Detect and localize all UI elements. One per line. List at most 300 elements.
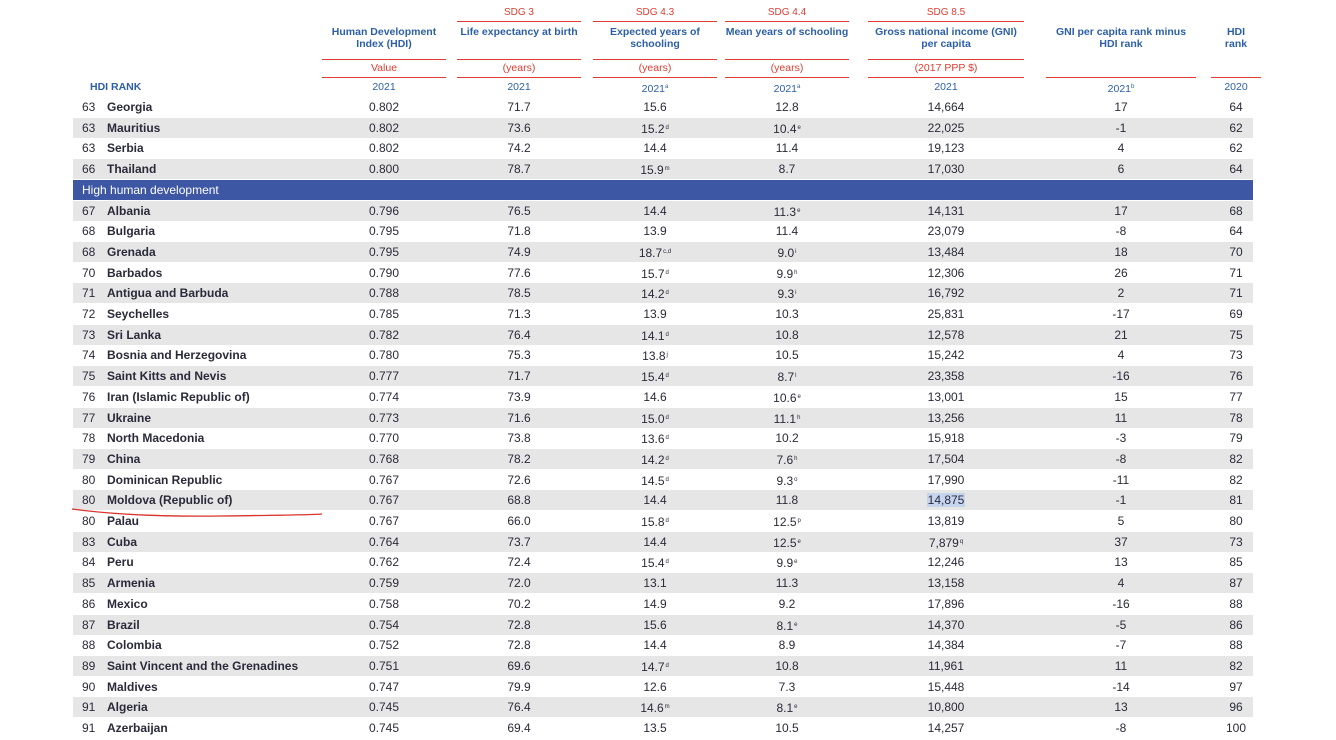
cell-value: -8 <box>1115 224 1127 239</box>
cell-value: 0.795 <box>368 224 400 239</box>
cell-value: -3 <box>1115 431 1127 446</box>
cell-life <box>455 594 583 614</box>
column-unit: (years) <box>770 62 804 74</box>
cell-note: d <box>665 269 669 276</box>
cell-life <box>455 635 583 655</box>
cell-life <box>455 118 583 138</box>
cell-gnirank <box>1046 242 1196 262</box>
row-rank: 91 <box>82 721 96 735</box>
cell-value: 25,831 <box>927 307 965 321</box>
cell-value: 6 <box>1117 162 1125 177</box>
cell-life <box>455 366 583 386</box>
cell-hdirank <box>1208 242 1264 262</box>
unit-rule <box>868 59 1024 60</box>
column-title: Life expectancy at birth <box>460 26 578 38</box>
cell-hdirank <box>1208 470 1264 490</box>
cell-value: 11.3 <box>775 576 799 591</box>
cell-mean <box>723 304 851 324</box>
cell-value: 14.9 <box>643 596 667 611</box>
row-country: China <box>107 451 141 466</box>
row-country: Moldova (Republic of) <box>107 493 233 508</box>
cell-life <box>455 511 583 531</box>
row-rank: 72 <box>82 307 96 321</box>
cell-value: 12,306 <box>927 265 965 280</box>
cell-value: 13.8 <box>642 349 666 364</box>
cell-value: 0.767 <box>368 493 400 508</box>
cell-exp <box>591 677 719 697</box>
cell-value: 0.745 <box>368 721 400 735</box>
cell-note: i <box>795 248 797 255</box>
cell-exp <box>591 201 719 221</box>
cell-gni <box>866 428 1026 448</box>
cell-hdi <box>320 615 448 635</box>
row-country: Brazil <box>107 617 140 632</box>
cell-gnirank <box>1046 221 1196 241</box>
cell-value: 0.780 <box>368 348 400 363</box>
cell-exp <box>591 511 719 532</box>
table-row <box>73 304 1253 324</box>
cell-exp <box>591 697 719 718</box>
unit-rule <box>593 59 717 60</box>
cell-value: 0.752 <box>368 638 400 653</box>
table-row <box>73 221 1253 241</box>
column-year <box>1208 80 1264 94</box>
cell-value: 72.6 <box>507 472 531 487</box>
table-row <box>73 408 1253 428</box>
cell-mean <box>723 697 851 718</box>
sdg-rule <box>593 21 717 22</box>
cell-value: 14.6 <box>643 389 667 404</box>
cell-value: 10.5 <box>775 348 799 363</box>
table-row <box>73 594 1253 614</box>
cell-value: 88 <box>1229 638 1243 653</box>
cell-value: -7 <box>1115 638 1127 653</box>
cell-value: 10,800 <box>927 700 965 715</box>
column-unit: (years) <box>502 62 536 74</box>
cell-value: 14,384 <box>927 638 965 653</box>
cell-hdirank <box>1208 615 1264 635</box>
cell-value: -8 <box>1115 721 1127 735</box>
table-row <box>73 718 1253 738</box>
cell-value: 23,358 <box>927 369 965 384</box>
cell-value: 72.8 <box>507 617 531 632</box>
cell-mean <box>723 283 851 304</box>
cell-note: e <box>794 559 798 566</box>
cell-value: 73.7 <box>507 534 531 549</box>
cell-hdi <box>320 283 448 303</box>
year-value: 2021 <box>372 81 396 93</box>
table-row <box>73 656 1253 676</box>
cell-value: 22,025 <box>927 120 965 135</box>
cell-value: 68.8 <box>507 493 531 508</box>
cell-gni <box>866 159 1026 179</box>
cell-value: 70 <box>1229 244 1243 259</box>
cell-value: 71 <box>1229 265 1243 280</box>
cell-note: e <box>797 393 801 400</box>
cell-value: 62 <box>1229 141 1243 156</box>
row-rank: 80 <box>82 472 96 487</box>
column-unit: (years) <box>638 62 672 74</box>
row-rank: 73 <box>82 327 96 342</box>
cell-hdi <box>320 221 448 241</box>
cell-value: 15.6 <box>643 617 667 632</box>
table-row <box>73 573 1253 593</box>
cell-life <box>455 615 583 635</box>
cell-value: 10.6 <box>773 390 797 405</box>
column-title: Gross national income (GNI) per capita <box>875 26 1017 50</box>
table-row <box>73 615 1253 635</box>
year-rule <box>868 77 1024 78</box>
cell-value: 15.8 <box>641 515 665 529</box>
cell-hdirank <box>1208 138 1264 158</box>
cell-value: 4 <box>1117 576 1125 591</box>
cell-value: 12,246 <box>927 555 965 570</box>
cell-gni <box>866 283 1026 303</box>
row-rank: 88 <box>82 638 96 653</box>
cell-value: 15.9 <box>640 163 664 178</box>
year-value: 2021 <box>507 81 531 93</box>
cell-value: 12.8 <box>775 100 799 114</box>
year-value: 2020 <box>1224 81 1248 93</box>
cell-value: 62 <box>1229 120 1243 135</box>
cell-note: h <box>794 455 798 462</box>
cell-value: 76 <box>1229 369 1243 384</box>
cell-exp <box>591 615 719 635</box>
cell-gnirank <box>1046 511 1196 531</box>
cell-hdi <box>320 159 448 179</box>
cell-exp <box>591 345 719 366</box>
cell-hdi <box>320 138 448 158</box>
cell-gnirank <box>1046 490 1196 510</box>
section-band-high-human-development <box>73 180 1253 200</box>
cell-value: 15,918 <box>927 431 965 446</box>
cell-hdi <box>320 263 448 283</box>
cell-hdirank <box>1208 366 1264 386</box>
cell-gni <box>866 656 1026 676</box>
cell-gnirank <box>1046 159 1196 179</box>
cell-value: 68 <box>1229 203 1243 218</box>
cell-gnirank <box>1046 635 1196 655</box>
table-row <box>73 345 1253 365</box>
cell-value: 0.774 <box>368 389 400 404</box>
cell-value: 86 <box>1229 617 1243 632</box>
cell-value: 11.1 <box>773 411 797 426</box>
cell-value: 0.767 <box>368 514 400 528</box>
cell-gni <box>866 221 1026 241</box>
cell-note: c,d <box>663 248 672 255</box>
cell-value: 18.7 <box>638 245 663 260</box>
table-row <box>73 677 1253 697</box>
cell-gni <box>866 635 1026 655</box>
row-country: Cuba <box>107 534 137 549</box>
cell-gnirank <box>1046 532 1196 552</box>
cell-value: 8.1 <box>776 701 794 716</box>
table-row <box>73 552 1253 572</box>
unit-rule <box>725 59 849 60</box>
cell-gnirank <box>1046 118 1196 138</box>
cell-value: 77 <box>1229 389 1243 404</box>
cell-value: 69 <box>1229 307 1243 321</box>
cell-value: 17,896 <box>927 596 965 611</box>
table-row <box>73 697 1253 717</box>
cell-value: 13.9 <box>643 307 667 321</box>
cell-mean <box>723 408 851 429</box>
row-rank: 71 <box>82 286 96 301</box>
cell-value: 78.7 <box>507 162 531 177</box>
cell-hdirank <box>1208 221 1264 241</box>
cell-hdirank <box>1208 304 1264 324</box>
cell-mean <box>723 221 851 241</box>
column-title: Mean years of schooling <box>725 26 849 38</box>
cell-mean <box>723 159 851 179</box>
year-value: 2021 <box>773 83 797 95</box>
cell-gni <box>866 532 1026 553</box>
cell-value: 15.4 <box>641 556 665 571</box>
table-row <box>73 283 1253 303</box>
cell-gni <box>866 718 1026 738</box>
cell-note: d <box>665 455 669 462</box>
cell-life <box>455 201 583 221</box>
cell-note: h <box>794 269 798 276</box>
row-country: Mexico <box>107 596 148 611</box>
cell-value: 9.2 <box>778 596 796 611</box>
cell-gni <box>866 304 1026 324</box>
cell-value: 8.9 <box>778 638 796 653</box>
cell-value: 73.8 <box>507 431 531 446</box>
cell-note: l <box>795 373 797 380</box>
cell-hdirank <box>1208 408 1264 428</box>
cell-value: 72.8 <box>507 638 531 653</box>
cell-value: 11.4 <box>775 224 799 239</box>
table-row <box>73 635 1253 655</box>
cell-exp <box>591 490 719 510</box>
cell-value: 13.6 <box>641 432 665 447</box>
cell-note: d <box>665 662 669 669</box>
cell-value: 12,578 <box>927 327 965 342</box>
row-rank: 68 <box>82 224 96 239</box>
year-note: b <box>1131 84 1135 90</box>
row-rank: 63 <box>82 141 96 156</box>
cell-value: 0.777 <box>368 369 400 384</box>
cell-value: 7,879 <box>928 535 959 550</box>
cell-note: d <box>665 559 669 566</box>
cell-value: 73.9 <box>507 389 531 404</box>
table-row <box>73 470 1253 490</box>
cell-value: 17,030 <box>927 162 965 177</box>
row-country: Peru <box>107 555 134 570</box>
cell-life <box>455 345 583 365</box>
cell-exp <box>591 449 719 470</box>
red-underline-annotation <box>70 505 330 521</box>
cell-note: m <box>664 166 670 173</box>
cell-value: 76.5 <box>507 203 531 218</box>
row-country: Mauritius <box>107 120 161 135</box>
cell-life <box>455 490 583 510</box>
cell-mean <box>723 118 851 139</box>
cell-value: 0.751 <box>368 658 400 673</box>
cell-value: 0.800 <box>368 162 400 177</box>
cell-life <box>455 408 583 428</box>
cell-hdi <box>320 552 448 572</box>
cell-value: 2 <box>1117 286 1125 301</box>
cell-value: 15.2 <box>641 121 665 136</box>
cell-value: 15.6 <box>643 100 667 114</box>
cell-value: 76.4 <box>507 700 531 715</box>
cell-mean <box>723 138 851 158</box>
cell-mean <box>723 656 851 676</box>
cell-life <box>455 138 583 158</box>
cell-hdirank <box>1208 573 1264 593</box>
cell-exp <box>591 387 719 407</box>
cell-hdirank <box>1208 97 1264 117</box>
cell-value: 13,819 <box>927 514 965 528</box>
cell-value: 16,792 <box>927 286 965 301</box>
cell-exp <box>591 118 719 139</box>
sdg-rule <box>868 21 1024 22</box>
cell-gnirank <box>1046 366 1196 386</box>
cell-value: 73 <box>1229 348 1243 363</box>
cell-gni <box>866 201 1026 221</box>
cell-gni <box>866 677 1026 697</box>
cell-gnirank <box>1046 408 1196 428</box>
sdg-label: SDG 3 <box>503 7 534 18</box>
cell-value: 14.6 <box>640 701 664 716</box>
table-row <box>73 428 1253 448</box>
cell-value: 74.9 <box>507 244 531 259</box>
cell-value: 7.3 <box>778 679 796 694</box>
cell-value: 77.6 <box>507 265 531 280</box>
cell-value: 74.2 <box>507 141 531 156</box>
cell-value: -16 <box>1112 596 1130 611</box>
cell-value: 79.9 <box>507 679 531 694</box>
year-rule <box>1211 77 1261 78</box>
cell-hdi <box>320 449 448 469</box>
cell-value: 15.0 <box>641 411 665 426</box>
cell-gni <box>866 470 1026 490</box>
row-country: Thailand <box>107 162 157 177</box>
cell-value: 9.3 <box>777 287 795 302</box>
cell-note: o <box>794 476 798 483</box>
cell-gnirank <box>1046 656 1196 676</box>
cell-value: 12.5 <box>773 515 797 529</box>
cell-hdi <box>320 366 448 386</box>
cell-value: 0.754 <box>368 617 400 632</box>
cell-gni <box>866 449 1026 469</box>
cell-life <box>455 573 583 593</box>
cell-value: 11 <box>1114 658 1128 673</box>
cell-value: 72.4 <box>507 555 531 570</box>
year-rule <box>725 77 849 78</box>
cell-gni <box>866 138 1026 158</box>
cell-hdi <box>320 325 448 345</box>
cell-gni <box>866 573 1026 593</box>
cell-note: j <box>666 352 668 359</box>
cell-value: 11.8 <box>775 493 799 508</box>
cell-value: 17,504 <box>927 451 965 466</box>
cell-exp <box>591 221 719 241</box>
cell-note: d <box>665 518 669 524</box>
cell-mean <box>723 263 851 284</box>
cell-value: 14.2 <box>641 452 665 467</box>
cell-value: 96 <box>1229 700 1243 715</box>
cell-value: 4 <box>1117 141 1125 156</box>
row-rank: 90 <box>82 679 96 694</box>
cell-exp <box>591 718 719 738</box>
column-title: HDI rank <box>1224 26 1248 50</box>
cell-value: 12.5 <box>773 535 797 550</box>
cell-value: 0.759 <box>368 576 400 591</box>
cell-gni <box>866 97 1026 117</box>
table-row <box>73 201 1253 221</box>
cell-value: 21 <box>1114 327 1128 342</box>
cell-hdi <box>320 470 448 490</box>
cell-value: 13,256 <box>927 410 965 425</box>
cell-value: 13 <box>1114 555 1128 570</box>
cell-hdirank <box>1208 449 1264 469</box>
cell-exp <box>591 97 719 117</box>
cell-value: 14,131 <box>927 203 965 218</box>
row-rank: 70 <box>82 265 96 280</box>
cell-gnirank <box>1046 552 1196 572</box>
cell-value: -16 <box>1112 369 1130 384</box>
cell-gnirank <box>1046 615 1196 635</box>
cell-value: 10.2 <box>775 431 799 446</box>
cell-hdirank <box>1208 635 1264 655</box>
sdg-label: SDG 4.3 <box>635 7 675 18</box>
row-country: Bulgaria <box>107 224 156 239</box>
cell-note: p <box>797 518 801 524</box>
row-rank: 78 <box>82 431 96 446</box>
cell-hdirank <box>1208 677 1264 697</box>
row-rank: 79 <box>82 451 96 466</box>
cell-value: 71.3 <box>507 307 531 321</box>
cell-life <box>455 677 583 697</box>
cell-value: 81 <box>1229 493 1243 508</box>
cell-value: 0.768 <box>368 451 400 466</box>
row-rank: 76 <box>82 389 96 404</box>
row-rank: 63 <box>82 100 96 114</box>
cell-mean <box>723 490 851 510</box>
cell-value: 14.4 <box>643 141 667 156</box>
cell-note: e <box>794 704 798 711</box>
cell-exp <box>591 263 719 284</box>
cell-value: 8.1 <box>776 618 794 633</box>
row-country: Antigua and Barbuda <box>107 286 229 301</box>
cell-gni <box>866 552 1026 572</box>
cell-hdi <box>320 532 448 552</box>
cell-note: d <box>665 331 669 338</box>
row-rank: 68 <box>82 244 96 259</box>
year-note: a <box>665 84 669 90</box>
cell-value: 14.4 <box>643 638 667 653</box>
cell-hdirank <box>1208 263 1264 283</box>
cell-value: -1 <box>1115 493 1127 508</box>
hdi-rank-header: HDI RANK <box>90 81 142 93</box>
cell-life <box>455 697 583 717</box>
cell-hdirank <box>1208 656 1264 676</box>
cell-value: 13.5 <box>643 721 667 735</box>
row-country: Iran (Islamic Republic of) <box>107 389 250 404</box>
cell-mean <box>723 242 851 263</box>
cell-hdi <box>320 656 448 676</box>
cell-value: 17 <box>1114 203 1128 218</box>
cell-value: 0.782 <box>368 327 400 342</box>
cell-hdirank <box>1208 532 1264 552</box>
cell-gnirank <box>1046 97 1196 117</box>
table-row <box>73 387 1253 407</box>
unit-rule <box>457 59 581 60</box>
row-country: Azerbaijan <box>107 721 168 735</box>
